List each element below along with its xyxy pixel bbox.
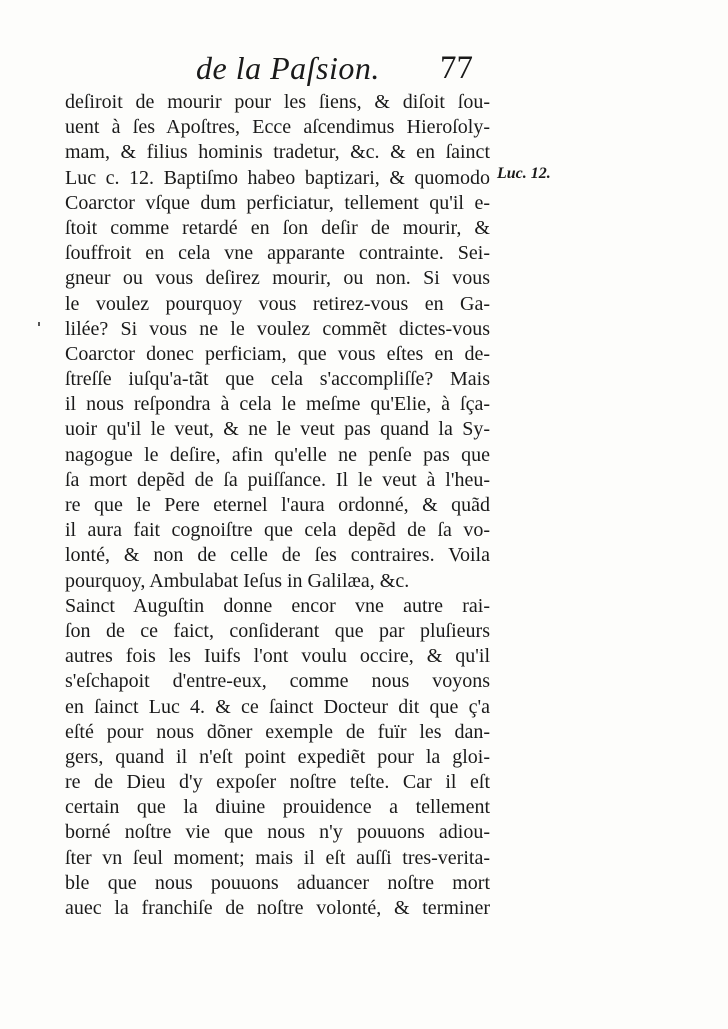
text-line: ſtreſſe iuſqu'a-tãt que cela s'accompliſſe? Mais: [65, 368, 490, 391]
text-line: gneur ou vous deſirez mourir, ou non. Si vous: [65, 267, 490, 290]
text-line: re de Dieu d'y expoſer noſtre teſte. Car il eſt: [65, 771, 490, 794]
text-line: il nous reſpondra à cela le meſme qu'Elie, à ſça-: [65, 393, 490, 416]
text-line: certain que la diuine prouidence a tellement: [65, 796, 490, 819]
text-line: Luc c. 12. Baptiſmo habeo baptizari, & quomodo: [65, 166, 490, 189]
text-line: ſouffroit en cela vne apparante contrainte. Sei-: [65, 242, 490, 265]
margin-note: Luc. 12.: [497, 165, 551, 182]
text-line: ſon de ce faict, conſiderant que par pluſieurs: [65, 619, 490, 642]
text-line: ble que nous pouuons aduancer noſtre mort: [65, 871, 490, 894]
body-text: [65, 90, 490, 921]
text-line: ſtoit comme retardé en ſon deſir de mourir, &: [65, 216, 490, 239]
running-head: de la Paſsion.: [196, 50, 380, 86]
text-line: le voulez pourquoy vous retirez-vous en Ga-: [65, 292, 490, 315]
text-line: uoir qu'il le veut, & ne le veut pas quand la Sy-: [65, 418, 490, 441]
text-line: Coarctor vſque dum perficiatur, tellement qu'il e-: [65, 191, 490, 214]
text-line: ſa mort depẽd de ſa puiſſance. Il le veut à l'heu-: [65, 468, 490, 491]
text-line: ſter vn ſeul moment; mais il eſt auſſi tres-verita-: [65, 846, 490, 869]
text-line: gers, quand il n'eſt point expediẽt pour la gloi-: [65, 745, 490, 768]
text-line: deſiroit de mourir pour les ſiens, & diſoit ſou-: [65, 91, 490, 113]
text-line: mam, & filius hominis tradetur, &c. & en ſainct: [65, 141, 490, 164]
text-line: borné noſtre vie que nous n'y pouuons adiou-: [65, 821, 490, 844]
text-line: nagogue le deſire, afin qu'elle ne penſe pas que: [65, 443, 490, 466]
ink-speck: [38, 322, 40, 326]
text-line: lonté, & non de celle de ſes contraires. Voila: [65, 544, 490, 567]
text-line: s'eſchapoit d'entre-eux, comme nous voyons: [65, 670, 490, 693]
text-line: autres fois les Iuifs l'ont voulu occire, & qu'il: [65, 645, 490, 668]
text-line: pourquoy, Ambulabat Ieſus in Galilæa, &c.: [65, 569, 410, 592]
text-line: Coarctor donec perficiam, que vous eſtes en de-: [65, 342, 490, 365]
page-number: 77: [440, 50, 473, 86]
text-line: Sainct Auguſtin donne encor vne autre rai-: [65, 594, 490, 617]
text-line: en ſainct Luc 4. & ce ſainct Docteur dit que ç'a: [65, 695, 490, 718]
text-line: re que le Pere eternel l'aura ordonné, & quãd: [65, 494, 490, 516]
text-line: auec la franchiſe de noſtre volonté, & terminer: [65, 897, 490, 919]
text-line: lilée? Si vous ne le voulez commẽt dictes-vous: [65, 317, 490, 340]
text-line: eſté pour nous dõner exemple de fuïr les dan-: [65, 720, 490, 743]
text-line: uent à ſes Apoſtres, Ecce aſcendimus Hieroſoly-: [65, 116, 490, 139]
text-line: il aura fait cognoiſtre que cela depẽd de ſa vo-: [65, 519, 490, 542]
